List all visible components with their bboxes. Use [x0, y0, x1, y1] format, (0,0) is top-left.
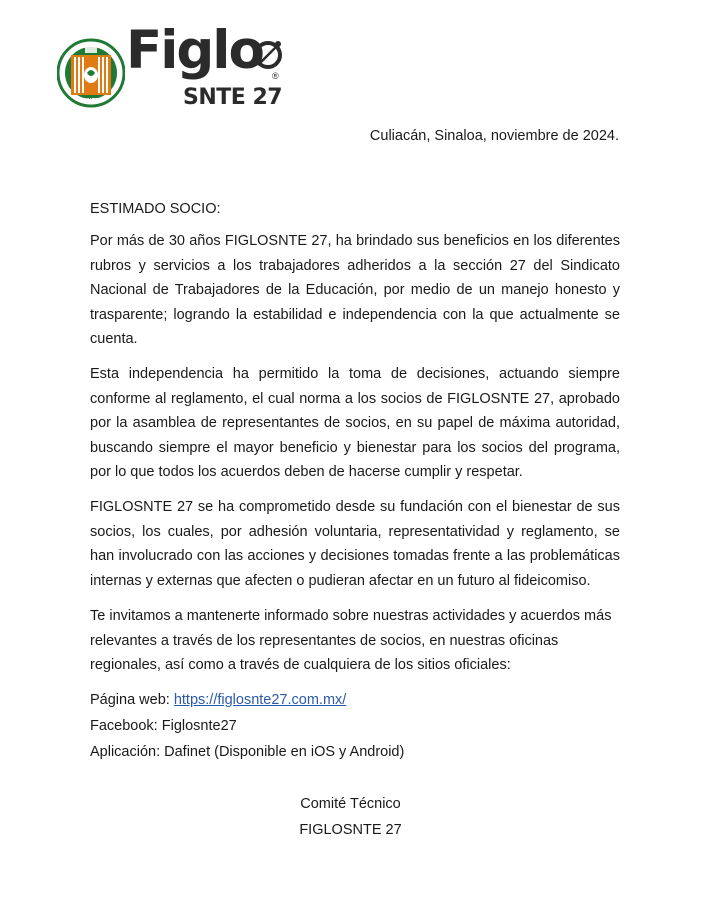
web-label: Página web:: [90, 692, 174, 708]
logo-subtitle: SNTE 27: [183, 85, 283, 110]
contact-web: [90, 690, 346, 710]
logo-wordmark: Figlo: [126, 20, 263, 81]
globe-icon: [254, 33, 284, 73]
snte-seal-icon: [57, 33, 125, 113]
paragraph-1: Por más de 30 años FIGLOSNTE 27, ha brindado sus beneficios en los diferentes rubros y servicios a los trabajadores adheridos a la sección 27 del Sindicato Nacional de Trabajadores de la Educación, por medio de un manejo honesto y trasparente; logrando la estabilidad e independencia con la que actualmente se cuenta.: [90, 233, 620, 347]
website-link[interactable]: https://figlosnte27.com.mx/: [173, 692, 347, 708]
paragraph-2: Esta independencia ha permitido la toma de decisiones, actuando siempre conforme al reglamento, el cual norma a los socios de FIGLOSNTE 27, aprobado por la asamblea de representantes de socios, en su papel de máxima autoridad, buscando siempre el mayor beneficio y bienestar para los socios del programa, por lo que todos los acuerdos deben de hacerse cumplir y respetar.: [90, 366, 620, 480]
svg-text:SNTE: SNTE: [82, 98, 100, 104]
letter-date: Culiacán, Sinaloa, noviembre de 2024.: [369, 128, 619, 144]
signature-committee: Comité Técnico: [300, 796, 401, 812]
figlo-snte27-logo: [57, 20, 287, 115]
contact-app: Aplicación: Dafinet (Disponible en iOS y Android): [90, 744, 405, 760]
paragraph-3: FIGLOSNTE 27 se ha comprometido desde su fundación con el bienestar de sus socios, los cuales, por adhesión voluntaria, representatividad y reglamento, se han involucrado con las acciones y decisiones tomadas frente a las problemáticas internas y externas que afecten o pudieran afectar en un futuro al fideicomiso.: [90, 499, 620, 589]
paragraph-4: Te invitamos a mantenerte informado sobre nuestras actividades y acuerdos más relevantes a través de los representantes de socios, en nuestras oficinas regionales, así como a través de cualquiera de los sitios oficiales:: [90, 608, 612, 673]
signature-organization: FIGLOSNTE 27: [299, 822, 402, 838]
registered-mark: ®: [272, 71, 279, 81]
contact-facebook: Facebook: Figlosnte27: [90, 718, 237, 734]
letter-greeting: ESTIMADO SOCIO:: [90, 201, 221, 217]
